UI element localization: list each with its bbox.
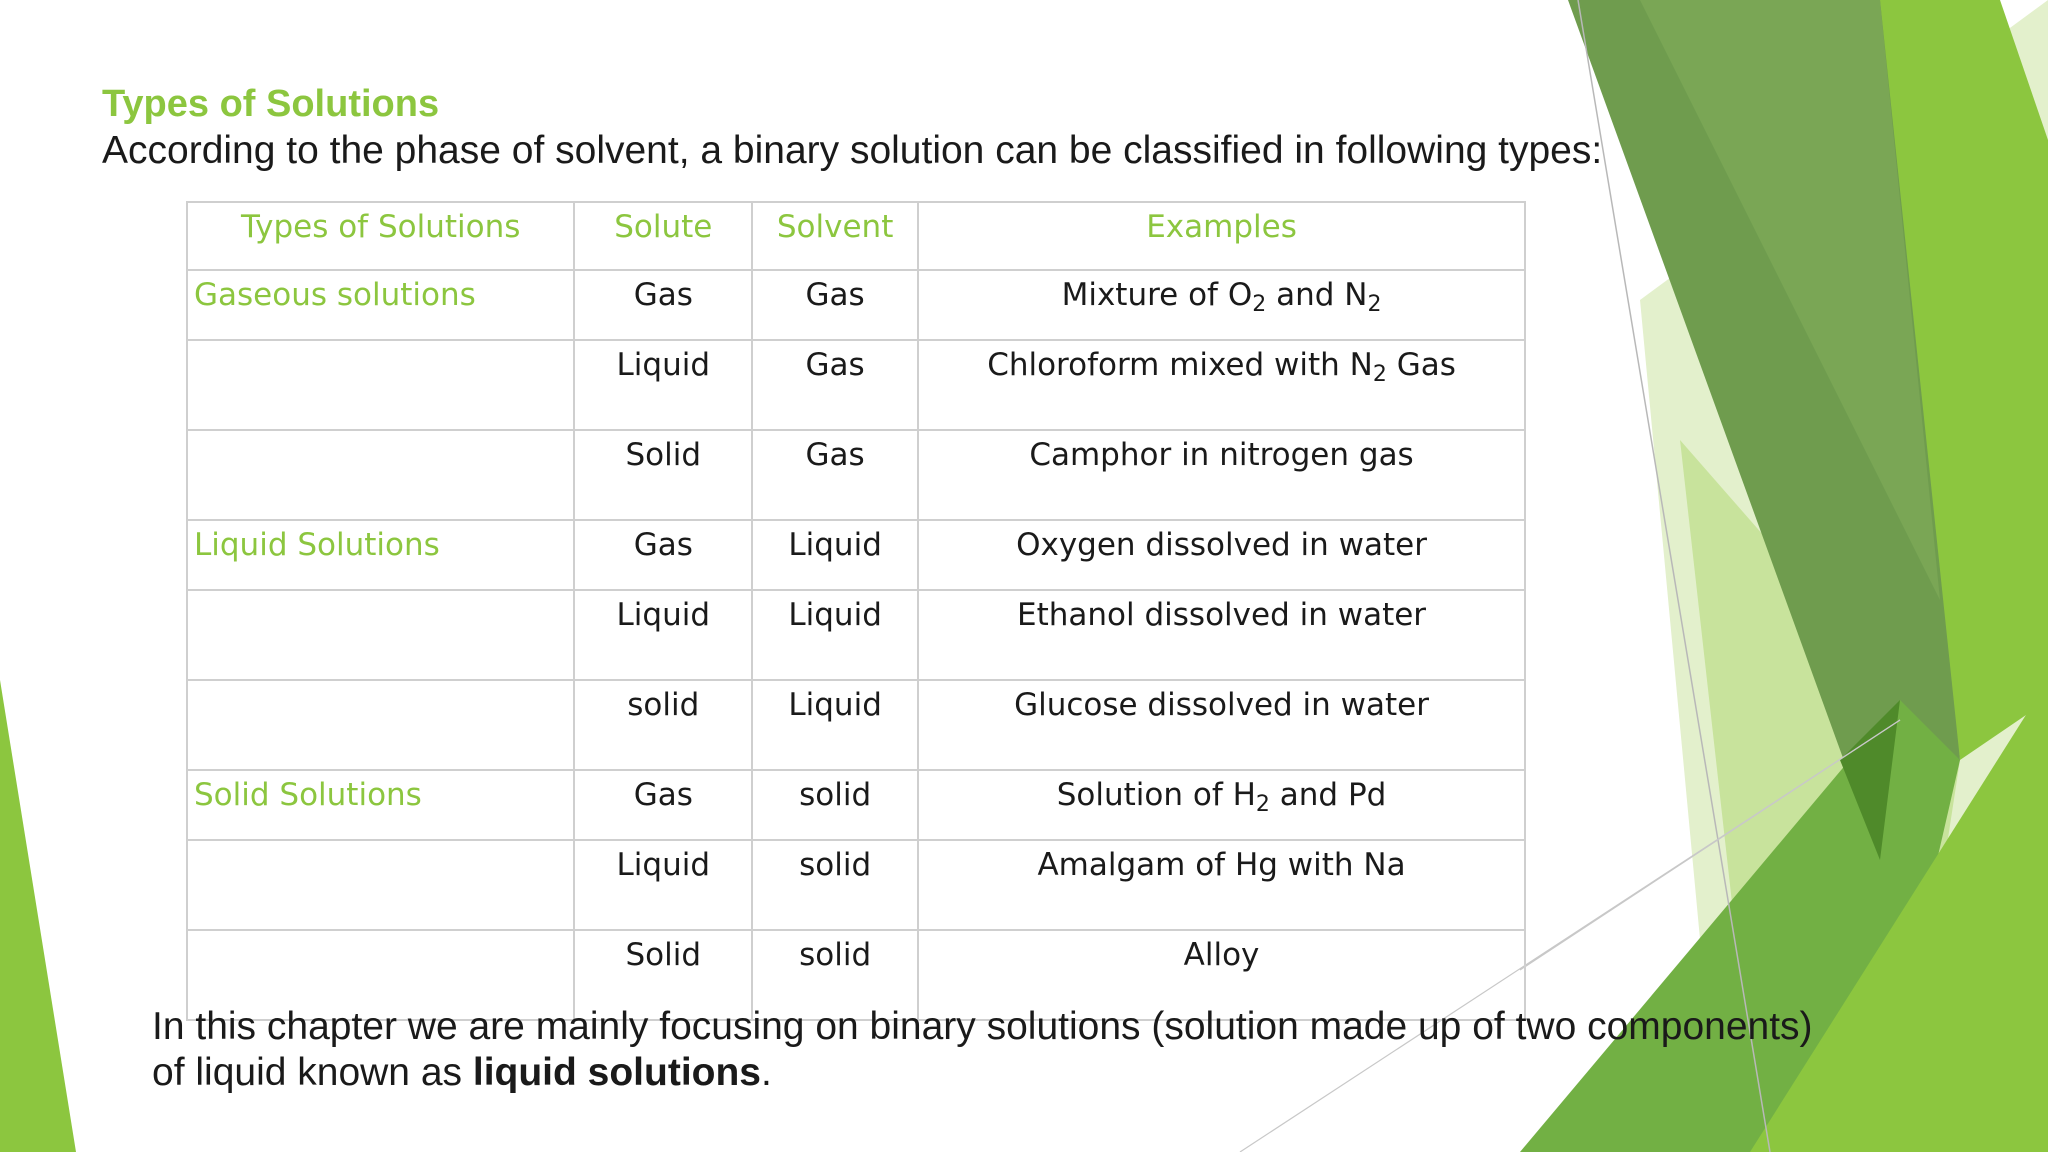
example-text: and Pd [1269,777,1387,813]
solution-type-cell [187,340,574,430]
solution-type-cell: Liquid Solutions [187,520,574,590]
example-cell [918,840,1525,930]
solution-type-cell [187,840,574,930]
solutions-table [186,201,1526,1021]
table-row [187,520,1525,590]
example-text: Gas [1386,347,1456,383]
table-row [187,430,1525,520]
footer-text: In this chapter we are mainly focusing on binary solutions (solution made up of two components) of liquid known as [152,1005,1813,1094]
example-text: and N [1266,277,1368,313]
table-row [187,840,1525,930]
header-examples: Examples [918,202,1525,270]
table-row [187,590,1525,680]
footer-end: . [761,1051,772,1094]
solute-cell: Gas [574,270,752,340]
solute-cell: Gas [574,770,752,840]
solvent-cell: Gas [752,270,918,340]
subscript: 2 [1252,292,1267,317]
example-text: Oxygen dissolved in water [1016,527,1427,563]
deco-left-shard [0,680,76,1152]
example-cell [918,770,1525,840]
table-row [187,270,1525,340]
table-row [187,770,1525,840]
table-header-row [187,202,1525,270]
example-text: Chloroform mixed with N [987,347,1373,383]
subscript: 2 [1372,362,1387,387]
solution-type-cell [187,430,574,520]
solvent-cell: solid [752,770,918,840]
example-cell [918,520,1525,590]
solution-type-cell: Solid Solutions [187,770,574,840]
example-text: Alloy [1183,937,1260,973]
header-solvent: Solvent [752,202,918,270]
solvent-cell: Liquid [752,590,918,680]
example-text: Ethanol dissolved in water [1017,597,1427,633]
footer-bold-term: liquid solutions [472,1051,761,1094]
example-text: Camphor in nitrogen gas [1029,437,1414,473]
example-text: Amalgam of Hg with Na [1037,847,1406,883]
solute-cell: Liquid [574,340,752,430]
example-text: Mixture of O [1061,277,1253,313]
solution-type-cell: Gaseous solutions [187,270,574,340]
page-title: Types of Solutions [102,83,440,125]
solution-type-cell [187,680,574,770]
header-types: Types of Solutions [187,202,574,270]
table-row [187,680,1525,770]
example-text: Glucose dissolved in water [1014,687,1429,723]
example-cell [918,430,1525,520]
solvent-cell: Liquid [752,520,918,590]
table-row [187,340,1525,430]
solvent-cell: Liquid [752,680,918,770]
solute-cell: solid [574,680,752,770]
solute-cell: Solid [574,430,752,520]
page-subtitle: According to the phase of solvent, a binary solution can be classified in following types: [102,129,1603,172]
subscript: 2 [1367,292,1382,317]
header-solute: Solute [574,202,752,270]
example-text: Solution of H [1056,777,1256,813]
solute-cell: Solid [574,930,752,1020]
solvent-cell: Gas [752,340,918,430]
solute-cell: Gas [574,520,752,590]
example-cell [918,680,1525,770]
solvent-cell: solid [752,840,918,930]
subscript: 2 [1255,792,1270,817]
example-cell [918,590,1525,680]
solute-cell: Liquid [574,840,752,930]
example-cell [918,270,1525,340]
footer-note [152,1004,1852,1096]
example-cell [918,340,1525,430]
solute-cell: Liquid [574,590,752,680]
solution-type-cell [187,590,574,680]
solvent-cell: solid [752,930,918,1020]
solvent-cell: Gas [752,430,918,520]
